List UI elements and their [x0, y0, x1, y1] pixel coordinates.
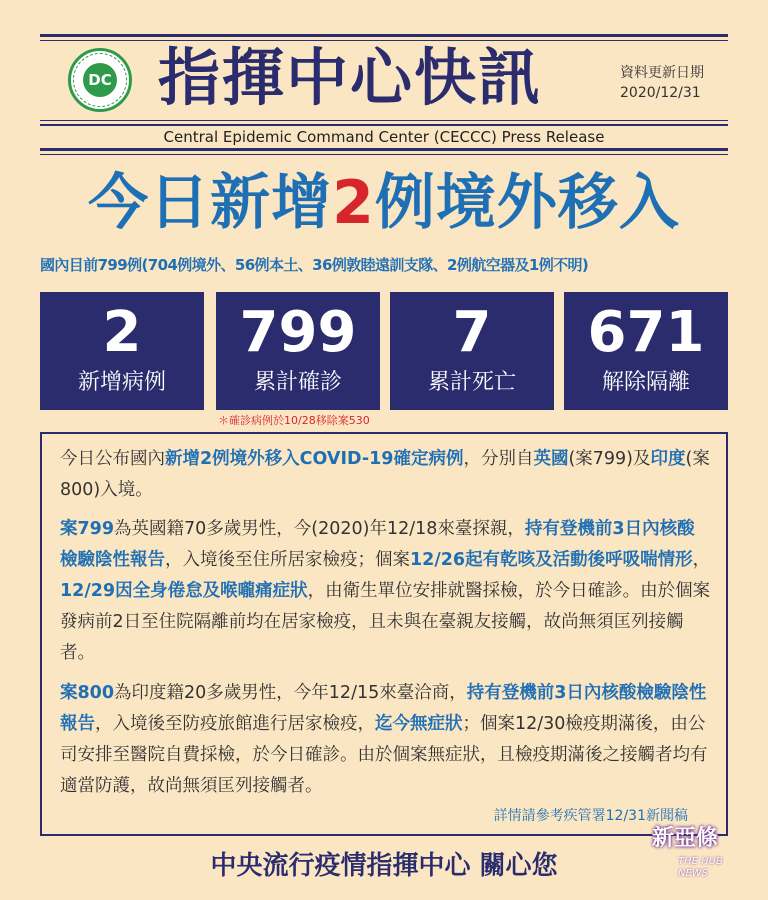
text-highlight: 迄今無症狀	[375, 714, 463, 734]
text-run: ，分別自	[463, 449, 534, 469]
detail-reference: 詳情請參考疾管署12/31新聞稿	[493, 808, 688, 824]
stat-card-released	[564, 292, 728, 410]
watermark-text: 新亞條	[652, 826, 719, 851]
stat-value: 2	[102, 300, 142, 365]
paragraph-intro	[60, 444, 712, 506]
headline-number: 2	[332, 168, 375, 238]
page-title: 指揮中心快訊	[158, 41, 543, 114]
stat-value: 671	[587, 300, 705, 365]
press-release-body	[40, 432, 728, 836]
headline-prefix: 今日新增	[88, 168, 333, 238]
stat-label: 解除隔離	[601, 370, 690, 395]
stat-card-total-confirmed	[216, 292, 380, 410]
text-highlight: 案800	[60, 683, 115, 703]
text-run: 今日公布國內	[60, 449, 165, 469]
watermark-subtext: THE HUB NEWS	[678, 856, 723, 879]
paragraph-case-800	[60, 678, 712, 802]
text-highlight: 持有登機前3日內核酸檢驗陰性報告	[60, 683, 707, 734]
bottom-rule-thin	[40, 154, 728, 155]
text-run: (案800)入境。	[60, 449, 710, 500]
stat-label: 新增病例	[77, 370, 166, 395]
case-summary: 國內目前799例(704例境外、56例本土、36例敦睦遠訓支隊、2例航空器及1例不明)	[40, 256, 589, 274]
page-subtitle: Central Epidemic Command Center (CECCC) Press Release	[163, 128, 605, 146]
text-run: 為英國籍70多歲男性，今(2020)年12/18來臺探親，	[114, 519, 525, 539]
footer-slogan: 中央流行疫情指揮中心 關心您	[210, 851, 558, 881]
text-highlight: 12/29因全身倦怠及喉嚨痛症狀	[60, 581, 308, 601]
paragraph-case-799	[60, 514, 712, 669]
text-run: (案799)及	[568, 449, 651, 469]
stats-footnote: ＊確診病例於10/28移除案530	[218, 414, 370, 427]
date-value: 2020/12/31	[620, 85, 701, 101]
text-highlight: 持有登機前3日內核酸檢驗陰性報告	[60, 519, 695, 570]
stat-value: 799	[239, 300, 357, 365]
text-highlight: 新增2例境外移入COVID-19確定病例	[165, 449, 464, 469]
watermark-logo	[652, 808, 756, 880]
headline	[30, 162, 738, 244]
stat-card-total-deaths	[390, 292, 554, 410]
text-run: ，	[692, 550, 711, 570]
cdc-logo-icon	[68, 48, 132, 112]
text-highlight: 12/26起有乾咳及活動後呼吸喘情形	[410, 550, 693, 570]
text-highlight: 英國	[533, 449, 569, 469]
text-run: 為印度籍20多歲男性，今年12/15來臺洽商，	[114, 683, 467, 703]
text-highlight: 案799	[60, 519, 115, 539]
bottom-rule	[40, 148, 728, 151]
text-run: ，入境後至住所居家檢疫；個案	[165, 550, 410, 570]
headline-suffix: 例境外移入	[374, 168, 680, 238]
date-label: 資料更新日期	[620, 65, 704, 81]
stat-label: 累計死亡	[427, 370, 516, 395]
stat-value: 7	[452, 300, 492, 365]
stat-label: 累計確診	[253, 370, 342, 395]
text-run: ；個案12/30檢疫期滿後，由公司安排至醫院自費採檢，於今日確診。由於個案無症狀，且檢疫期滿後之接觸者均有適當防護，故尚無須匡列接觸者。	[60, 714, 708, 796]
mid-rule	[40, 120, 728, 121]
logo-mark: DC	[83, 63, 117, 97]
text-highlight: 印度	[650, 449, 686, 469]
top-rule	[40, 34, 728, 37]
text-run: ，入境後至防疫旅館進行居家檢疫，	[95, 714, 375, 734]
text-run: ，由衛生單位安排就醫採檢，於今日確診。由於個案發病前2日至住院隔離前均在居家檢疫，且未與在臺親友接觸，故尚無須匡列接觸者。	[60, 581, 711, 663]
stat-card-new-cases	[40, 292, 204, 410]
